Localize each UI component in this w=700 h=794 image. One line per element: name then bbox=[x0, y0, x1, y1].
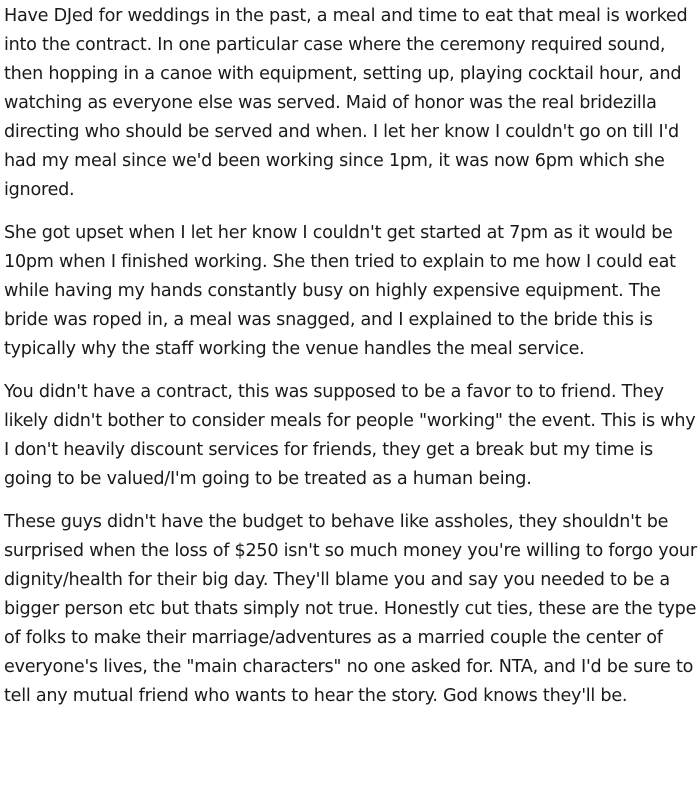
comment-paragraph-3: You didn't have a contract, this was supposed to be a favor to to friend. They likely didn't bother to consider meals for people "working" the event. This is why I don't heavily discount services for friends, they get a break but my time is going to be valued/I'm going to be treated as a human being. bbox=[4, 382, 696, 489]
comment-paragraph-1: Have DJed for weddings in the past, a meal and time to eat that meal is worked into the contract. In one particular case where the ceremony required sound, then hopping in a canoe with equipment, setting up, playing cocktail hour, and watching as everyone else was served. Maid of honor was the real bridezilla directing who should be served and when. I let her know I couldn't go on till I'd had my meal since we'd been working since 1pm, it was now 6pm which she ignored. bbox=[4, 6, 688, 200]
comment-paragraph-2: She got upset when I let her know I couldn't get started at 7pm as it would be 10pm when I finished working. She then tried to explain to me how I could eat while having my hands constantly busy on highly expensive equipment. The bride was roped in, a meal was snagged, and I explained to the bride this is typically why the staff working the venue handles the meal service. bbox=[4, 223, 676, 359]
comment-paragraph-4: These guys didn't have the budget to behave like assholes, they shouldn't be surprised when the loss of $250 isn't so much money you're willing to forgo your dignity/health for their big day. They'll blame you and say you needed to be a bigger person etc but thats simply not true. Honestly cut ties, these are the type of folks to make their marriage/adventures as a married couple the center of everyone's lives, the "main characters" no one asked for. NTA, and I'd be sure to tell any mutual friend who wants to hear the story. God knows they'll be. bbox=[4, 512, 697, 706]
